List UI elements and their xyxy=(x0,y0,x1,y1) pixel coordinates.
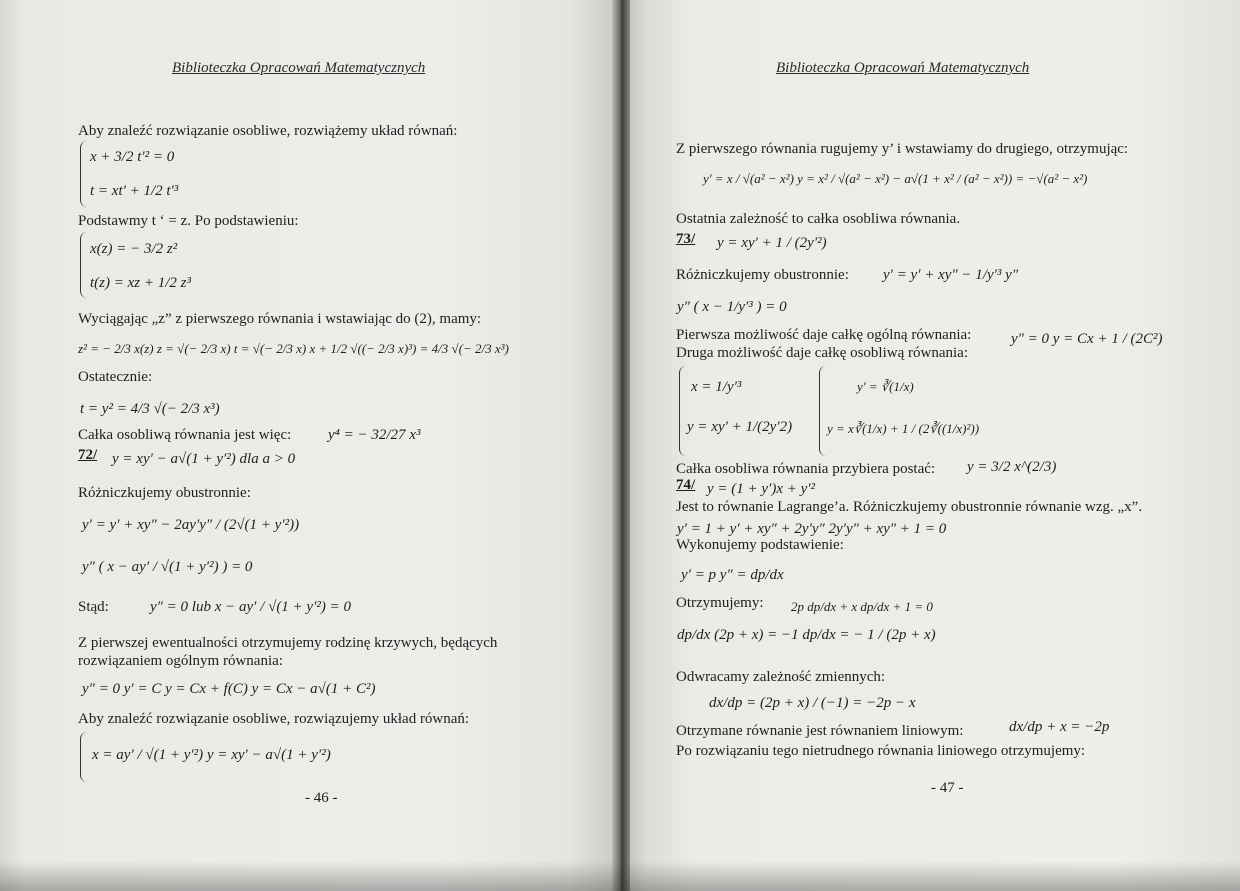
right-eq-linear: dx/dp + x = −2p xyxy=(1009,719,1110,735)
right-line-we-get: Otrzymujemy: xyxy=(676,595,764,611)
right-line-second-possibility: Druga możliwość daje całkę osobliwą równania: xyxy=(676,345,968,361)
right-eq-singular-form: y = 3/2 x^(2/3) xyxy=(967,459,1057,475)
left-eq-z-chain: z² = − 2/3 x(z) z = √(− 2/3 x) t = √(− 2/3 x) x + 1/2 √((− 2/3 x)³) = 4/3 √(− 2/3 x³) xyxy=(78,341,509,356)
left-brace-2 xyxy=(80,232,87,298)
right-eq-p-equation: 2p dp/dx + x dp/dx + 1 = 0 xyxy=(791,599,933,614)
left-line-finally: Ostatecznie: xyxy=(78,369,153,385)
right-eq-p-substitution: y′ = p y″ = dp/dx xyxy=(681,567,784,583)
left-page-number: - 46 - xyxy=(305,790,338,806)
right-problem-number-74: 74/ xyxy=(676,477,696,493)
left-eq-system2-a: x(z) = − 3/2 z² xyxy=(90,241,178,257)
left-eq-cases: y″ = 0 lub x − ay′ / √(1 + y′²) = 0 xyxy=(150,599,351,615)
right-line-lagrange: Jest to równanie Lagrange’a. Różniczkujemy obustronnie równanie wzg. „x”. xyxy=(676,499,1143,515)
left-line-general-solution: rozwiązaniem ogólnym równania: xyxy=(78,653,283,669)
right-eq-yprime-root: y′ = ∛(1/x) xyxy=(857,379,914,394)
right-line-singular-form: Całka osobliwa równania przybiera postać: xyxy=(676,461,936,477)
left-eq-problem-72: y = xy′ − a√(1 + y′²) dla a > 0 xyxy=(112,451,296,467)
left-eq-final-t: t = y² = 4/3 √(− 2/3 x³) xyxy=(80,401,220,417)
left-page xyxy=(0,0,619,891)
left-brace-3 xyxy=(80,732,87,782)
left-line-extract-z: Wyciągając „z” z pierwszego równania i wstawiając do (2), mamy: xyxy=(78,311,482,327)
left-page-header: Biblioteczka Opracowań Matematycznych xyxy=(172,60,426,76)
right-eq-problem-73: y = xy′ + 1 / (2y′²) xyxy=(717,235,827,251)
right-brace-1 xyxy=(679,366,686,456)
left-eq-system2-b: t(z) = xz + 1/2 z³ xyxy=(90,275,191,291)
right-line-differentiate: Różniczkujemy obustronnie: xyxy=(676,267,849,283)
left-eq-singular-integral: y⁴ = − 32/27 x³ xyxy=(328,427,421,443)
right-eq-lagrange-derivative: y′ = 1 + y′ + xy″ + 2y′y″ 2y′y″ + xy″ + 1 = 0 xyxy=(677,521,947,537)
left-line-intro: Aby znaleźć rozwiązanie osobliwe, rozwiążemy układ równań: xyxy=(78,123,458,139)
right-eq-dp-dx: dp/dx (2p + x) = −1 dp/dx = − 1 / (2p + x) xyxy=(677,627,936,643)
left-line-substitute: Podstawmy t ‘ = z. Po podstawieniu: xyxy=(78,213,299,229)
right-eq-dx-dp: dx/dp = (2p + x) / (−1) = −2p − x xyxy=(709,695,916,711)
left-line-differentiate: Różniczkujemy obustronnie: xyxy=(78,485,251,501)
left-line-first-case: Z pierwszej ewentualności otrzymujemy rodzinę krzywych, będących xyxy=(78,635,498,651)
right-line-invert: Odwracamy zależność zmiennych: xyxy=(676,669,886,685)
book-gutter xyxy=(612,0,630,891)
right-line-linear: Otrzymane równanie jest równaniem liniowym: xyxy=(676,723,964,739)
right-eq-param-x: x = 1/y′³ xyxy=(691,379,742,395)
right-line-last-relation: Ostatnia zależność to całka osobliwa równania. xyxy=(676,211,961,227)
left-problem-number-72: 72/ xyxy=(78,447,98,463)
right-eq-factored: y″ ( x − 1/y′³ ) = 0 xyxy=(677,299,787,315)
right-page-number: - 47 - xyxy=(931,780,964,796)
right-eq-derivative: y′ = y′ + xy″ − 1/y′³ y″ xyxy=(883,267,1019,283)
right-line-substitution: Wykonujemy podstawienie: xyxy=(676,537,844,553)
right-line-after-solving: Po rozwiązaniu tego nietrudnego równania liniowego otrzymujemy: xyxy=(676,743,1086,759)
right-problem-number-73: 73/ xyxy=(676,231,696,247)
left-line-hence: Stąd: xyxy=(78,599,109,615)
left-eq-general-family: y″ = 0 y′ = C y = Cx + f(C) y = Cx − a√(1 + C²) xyxy=(82,681,376,697)
left-eq-factored: y″ ( x − ay′ / √(1 + y′²) ) = 0 xyxy=(82,559,253,575)
left-eq-system3: x = ay′ / √(1 + y′²) y = xy′ − a√(1 + y′²) xyxy=(92,747,331,763)
left-eq-system1-a: x + 3/2 t'² = 0 xyxy=(90,149,175,165)
right-eq-problem-74: y = (1 + y′)x + y′² xyxy=(707,481,816,497)
right-line-first-possibility: Pierwsza możliwość daje całkę ogólną równania: xyxy=(676,327,972,343)
left-line-singular-integral: Całka osobliwą równania jest więc: xyxy=(78,427,292,443)
right-page-header: Biblioteczka Opracowań Matematycznych xyxy=(776,60,1030,76)
left-eq-system1-b: t = xt' + 1/2 t'³ xyxy=(90,183,179,199)
left-line-system-again: Aby znaleźć rozwiązanie osobliwe, rozwiązujemy układ równań: xyxy=(78,711,470,727)
right-eq-y-root: y = x∛(1/x) + 1 / (2∛((1/x)²)) xyxy=(827,421,980,436)
left-eq-derivative: y′ = y′ + xy″ − 2ay′y″ / (2√(1 + y′²)) xyxy=(82,517,300,533)
right-eq-param-y: y = xy′ + 1/(2y′2) xyxy=(687,419,793,435)
right-brace-2 xyxy=(819,366,826,456)
right-eq-general-integral: y″ = 0 y = Cx + 1 / (2C²) xyxy=(1011,331,1163,347)
right-eq-substitution: y′ = x / √(a² − x²) y = x² / √(a² − x²) − a√(1 + x² / (a² − x²)) = −√(a² − x²) xyxy=(703,171,1088,186)
right-page xyxy=(621,0,1240,891)
left-brace-1 xyxy=(80,141,87,207)
right-line-eliminate: Z pierwszego równania rugujemy y’ i wstawiamy do drugiego, otrzymując: xyxy=(676,141,1129,157)
